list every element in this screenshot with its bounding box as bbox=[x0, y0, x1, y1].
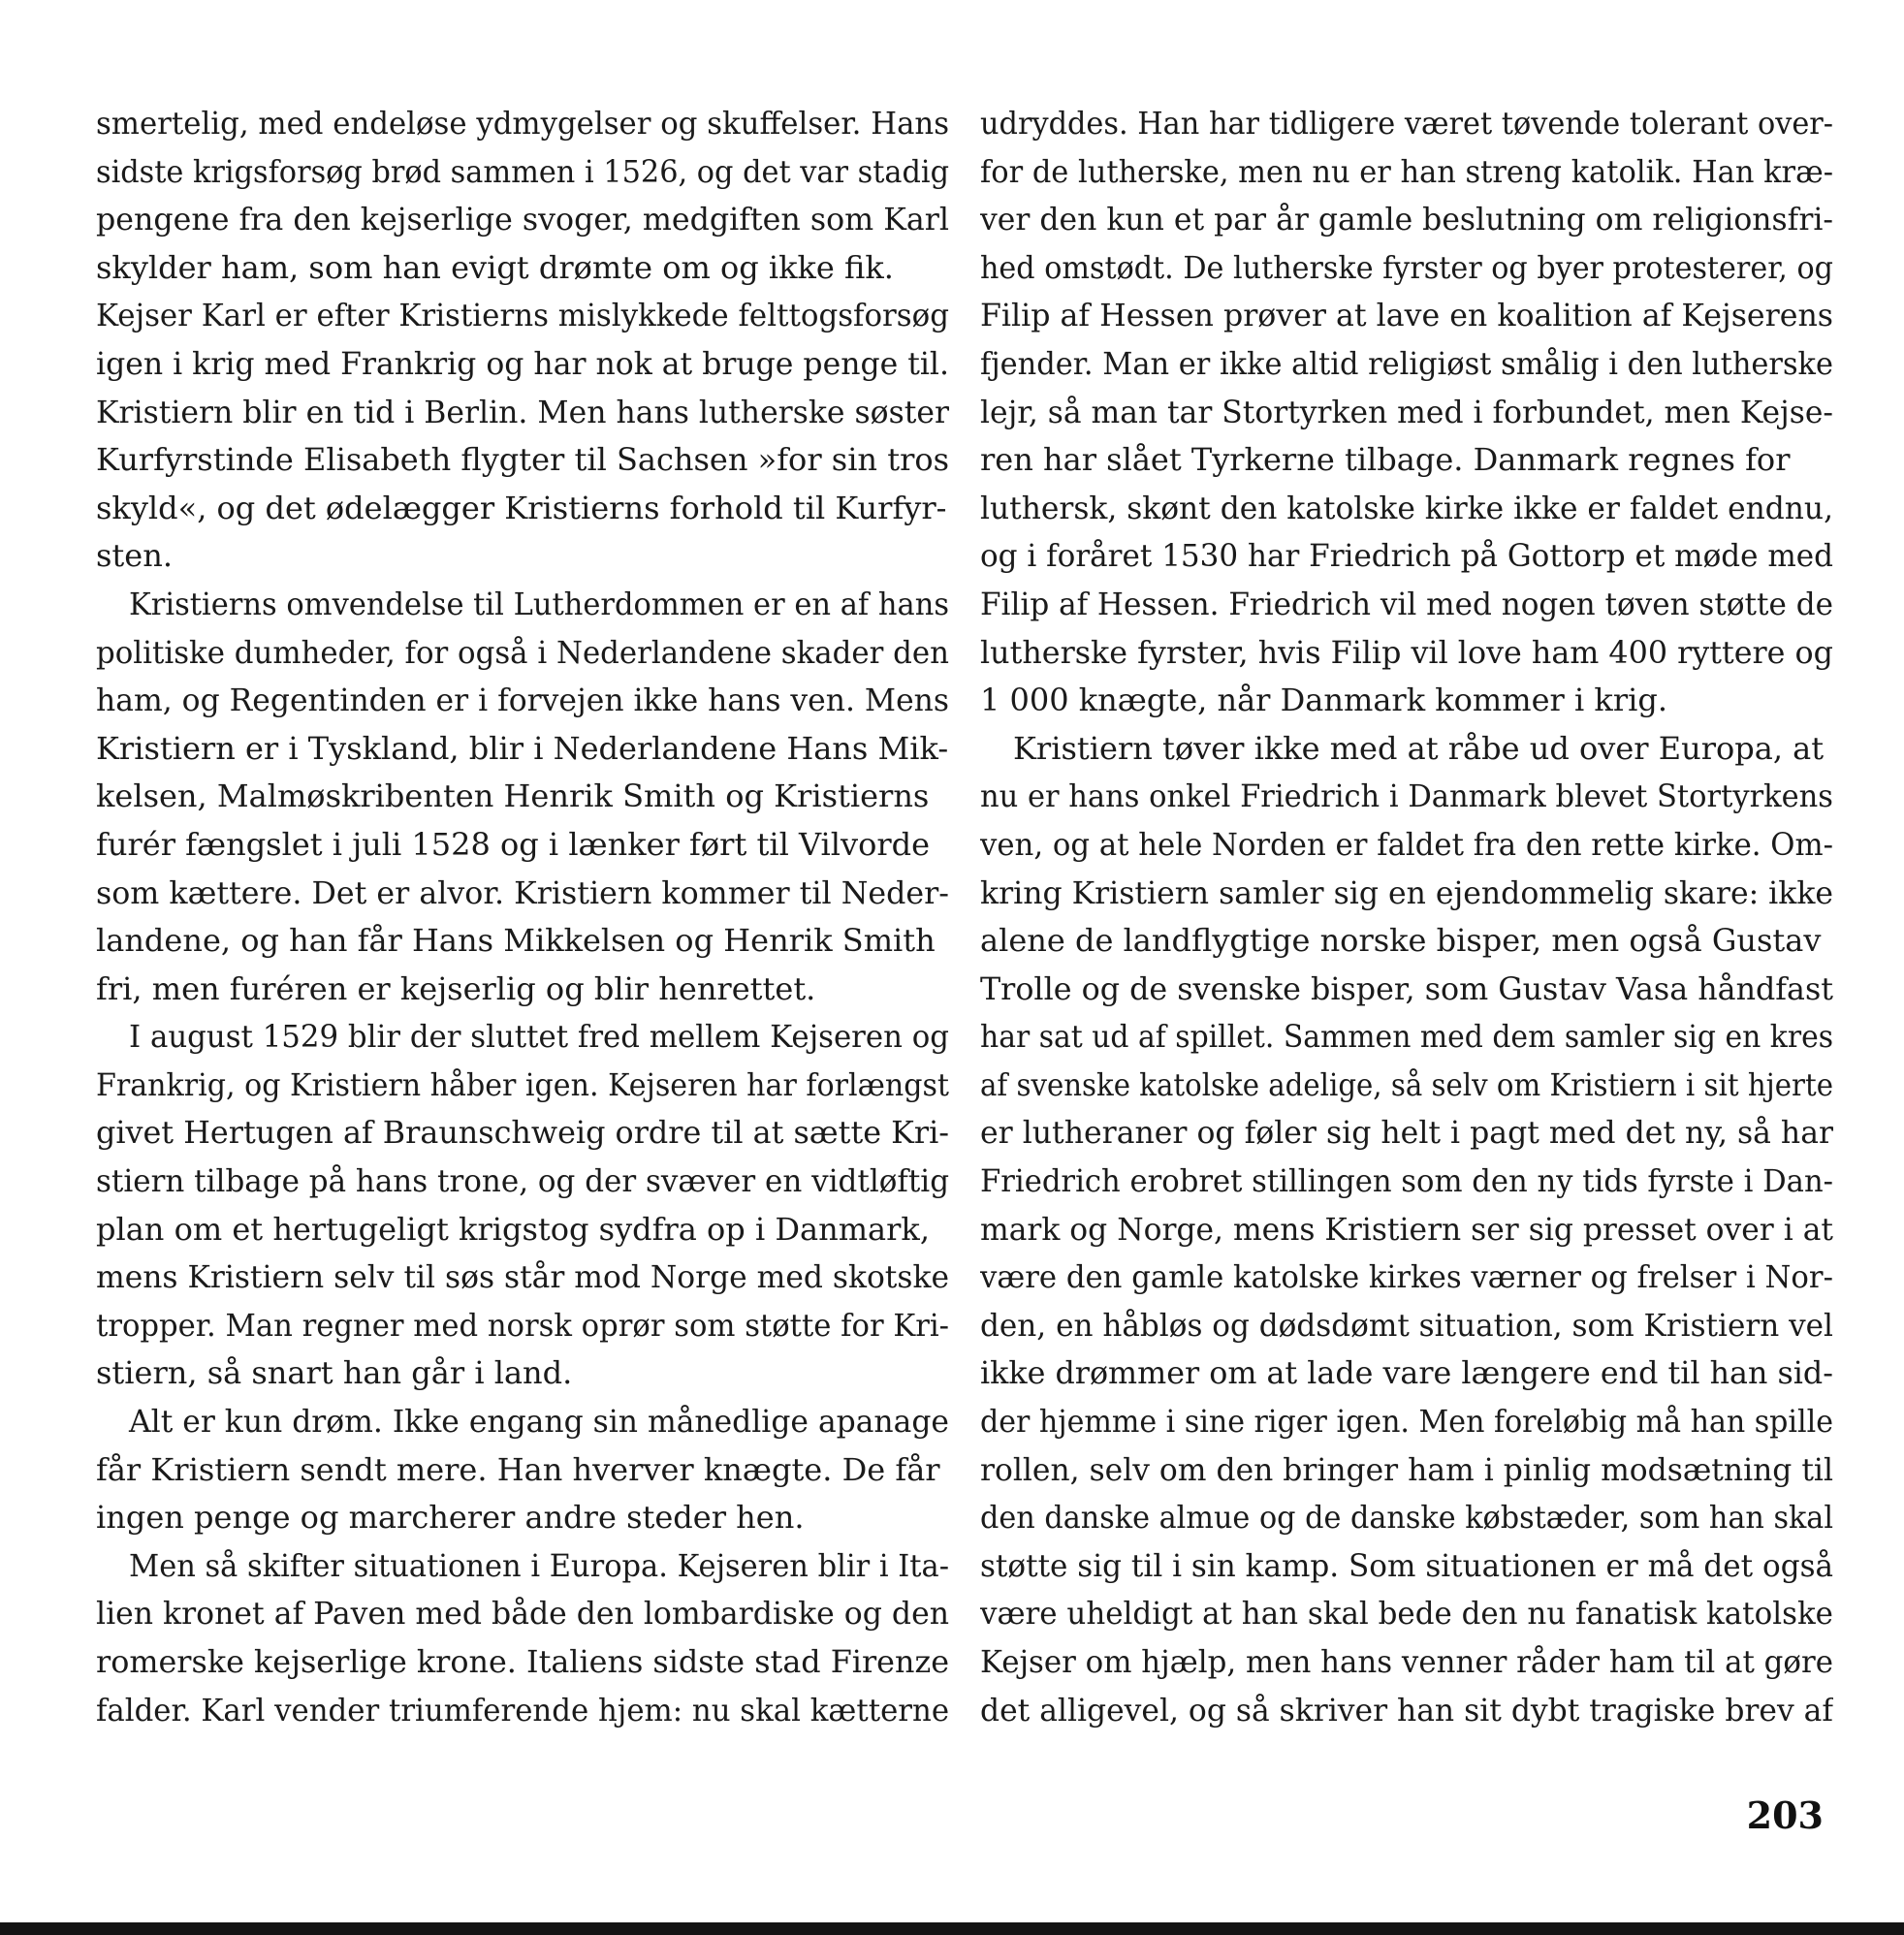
text-line: Kristiern blir en tid i Berlin. Men hans lutherske søster bbox=[96, 393, 949, 430]
left-text-column bbox=[96, 100, 949, 1734]
text-line: fri, men furéren er kejserlig og blir henrettet. bbox=[96, 969, 816, 1007]
text-line: Frankrig, og Kristiern håber igen. Kejseren har forlængst bbox=[96, 1065, 949, 1103]
scan-bottom-edge bbox=[0, 1922, 1904, 1935]
text-line: af svenske katolske adelige, så selv om Kristiern i sit hjerte bbox=[980, 1065, 1833, 1103]
text-line: politiske dumheder, for også i Nederlandene skader den bbox=[96, 633, 949, 671]
text-line: Trolle og de svenske bisper, som Gustav Vasa håndfast bbox=[980, 969, 1833, 1007]
text-line: 1 000 knægte, når Danmark kommer i krig. bbox=[980, 682, 1667, 719]
text-line: luthersk, skønt den katolske kirke ikke er faldet endnu, bbox=[980, 489, 1833, 526]
paragraph-first-line: Men så skifter situationen i Europa. Kejseren blir i Ita- bbox=[129, 1546, 949, 1584]
text-line: som kættere. Det er alvor. Kristiern kommer til Neder- bbox=[96, 873, 949, 911]
text-line: Filip af Hessen. Friedrich vil med nogen tøven støtte de bbox=[980, 585, 1833, 622]
text-line: igen i krig med Frankrig og har nok at bruge penge til. bbox=[96, 344, 949, 382]
text-line: alene de landflygtige norske bisper, men også Gustav bbox=[980, 922, 1822, 960]
text-line: fjender. Man er ikke altid religiøst smålig i den lutherske bbox=[980, 344, 1833, 382]
text-line: er lutheraner og føler sig helt i pagt med det ny, så har bbox=[980, 1114, 1833, 1152]
text-line: mens Kristiern selv til søs står mod Norge med skotske bbox=[96, 1258, 949, 1296]
text-line: romerske kejserlige krone. Italiens sidste stad Firenze bbox=[96, 1643, 949, 1680]
text-line: sten. bbox=[96, 537, 173, 575]
text-line: ingen penge og marcherer andre steder hen. bbox=[96, 1499, 805, 1537]
text-line: udryddes. Han har tidligere været tøvende tolerant over- bbox=[980, 105, 1833, 142]
text-line: Kristiern er i Tyskland, blir i Nederlandene Hans Mik- bbox=[96, 729, 949, 767]
right-text-column bbox=[980, 100, 1833, 1734]
text-line: får Kristiern sendt mere. Han hverver knægte. De får bbox=[96, 1450, 940, 1488]
text-line: ver den kun et par år gamle beslutning om religionsfri- bbox=[980, 201, 1833, 238]
text-line: Kejser Karl er efter Kristierns mislykkede felttogsforsøg bbox=[96, 297, 949, 334]
text-line: der hjemme i sine riger igen. Men foreløbig må han spille bbox=[980, 1403, 1833, 1441]
text-line: lutherske fyrster, hvis Filip vil love ham 400 ryttere og bbox=[980, 633, 1833, 671]
text-line: være den gamle katolske kirkes værner og frelser i Nor- bbox=[980, 1258, 1833, 1296]
text-line: pengene fra den kejserlige svoger, medgiften som Karl bbox=[96, 201, 949, 238]
text-line: furér fængslet i juli 1528 og i lænker ført til Vilvorde bbox=[96, 825, 931, 863]
text-line: plan om et hertugeligt krigstog sydfra op i Danmark, bbox=[96, 1210, 930, 1248]
text-line: sidste krigsforsøg brød sammen i 1526, og det var stadig bbox=[96, 152, 949, 190]
text-line: stiern, så snart han går i land. bbox=[96, 1354, 573, 1392]
paragraph-first-line: Kristiern tøver ikke med at råbe ud over Europa, at bbox=[1013, 729, 1825, 767]
text-line: smertelig, med endeløse ydmygelser og skuffelser. Hans bbox=[96, 105, 949, 142]
text-line: Friedrich erobret stillingen som den ny tids fyrste i Dan- bbox=[980, 1162, 1833, 1200]
text-line: og i foråret 1530 har Friedrich på Gottorp et møde med bbox=[980, 537, 1833, 575]
text-line: rollen, selv om den bringer ham i pinlig modsætning til bbox=[980, 1450, 1833, 1488]
text-line: ren har slået Tyrkerne tilbage. Danmark regnes for bbox=[980, 441, 1791, 479]
text-line: hed omstødt. De lutherske fyrster og byer protesterer, og bbox=[980, 248, 1833, 286]
text-line: Filip af Hessen prøver at lave en koalition af Kejserens bbox=[980, 297, 1833, 334]
text-line: givet Hertugen af Braunschweig ordre til at sætte Kri- bbox=[96, 1114, 949, 1152]
text-line: kring Kristiern samler sig en ejendommelig skare: ikke bbox=[980, 873, 1833, 911]
text-line: ven, og at hele Norden er faldet fra den rette kirke. Om- bbox=[980, 825, 1833, 863]
text-line: Kejser om hjælp, men hans venner råder ham til at gøre bbox=[980, 1643, 1833, 1680]
text-line: har sat ud af spillet. Sammen med dem samler sig en kres bbox=[980, 1018, 1833, 1056]
text-line: mark og Norge, mens Kristiern ser sig presset over i at bbox=[980, 1210, 1833, 1248]
text-line: nu er hans onkel Friedrich i Danmark blevet Stortyrkens bbox=[980, 777, 1833, 815]
text-line: tropper. Man regner med norsk oprør som støtte for Kri- bbox=[96, 1306, 949, 1344]
text-line: for de lutherske, men nu er han streng katolik. Han kræ- bbox=[980, 152, 1833, 190]
text-line: landene, og han får Hans Mikkelsen og Henrik Smith bbox=[96, 922, 936, 960]
text-line: ham, og Regentinden er i forvejen ikke hans ven. Mens bbox=[96, 682, 949, 719]
text-line: ikke drømmer om at lade vare længere end til han sid- bbox=[980, 1354, 1833, 1392]
text-line: kelsen, Malmøskribenten Henrik Smith og Kristierns bbox=[96, 777, 930, 815]
text-line: være uheldigt at han skal bede den nu fanatisk katolske bbox=[980, 1595, 1833, 1633]
paragraph-first-line: Alt er kun drøm. Ikke engang sin månedlige apanage bbox=[129, 1403, 949, 1441]
text-line: lien kronet af Paven med både den lombardiske og den bbox=[96, 1595, 949, 1633]
paragraph-first-line: Kristierns omvendelse til Lutherdommen er en af hans bbox=[129, 585, 949, 622]
text-line: den danske almue og de danske købstæder, som han skal bbox=[980, 1499, 1833, 1537]
text-line: det alligevel, og så skriver han sit dybt tragiske brev af bbox=[980, 1691, 1833, 1729]
page-number: 203 bbox=[1746, 1793, 1824, 1837]
text-line: skyld«, og det ødelægger Kristierns forhold til Kurfyr- bbox=[96, 489, 947, 526]
text-line: Kurfyrstinde Elisabeth flygter til Sachsen »for sin tros bbox=[96, 441, 949, 479]
text-line: skylder ham, som han evigt drømte om og ikke fik. bbox=[96, 248, 894, 286]
text-line: falder. Karl vender triumferende hjem: nu skal kætterne bbox=[96, 1691, 949, 1729]
text-line: den, en håbløs og dødsdømt situation, som Kristiern vel bbox=[980, 1306, 1833, 1344]
paragraph-first-line: I august 1529 blir der sluttet fred mellem Kejseren og bbox=[129, 1018, 949, 1056]
text-line: støtte sig til i sin kamp. Som situationen er må det også bbox=[980, 1546, 1833, 1584]
text-line: stiern tilbage på hans trone, og der svæver en vidtløftig bbox=[96, 1162, 949, 1200]
text-line: lejr, så man tar Stortyrken med i forbundet, men Kejse- bbox=[980, 393, 1833, 430]
